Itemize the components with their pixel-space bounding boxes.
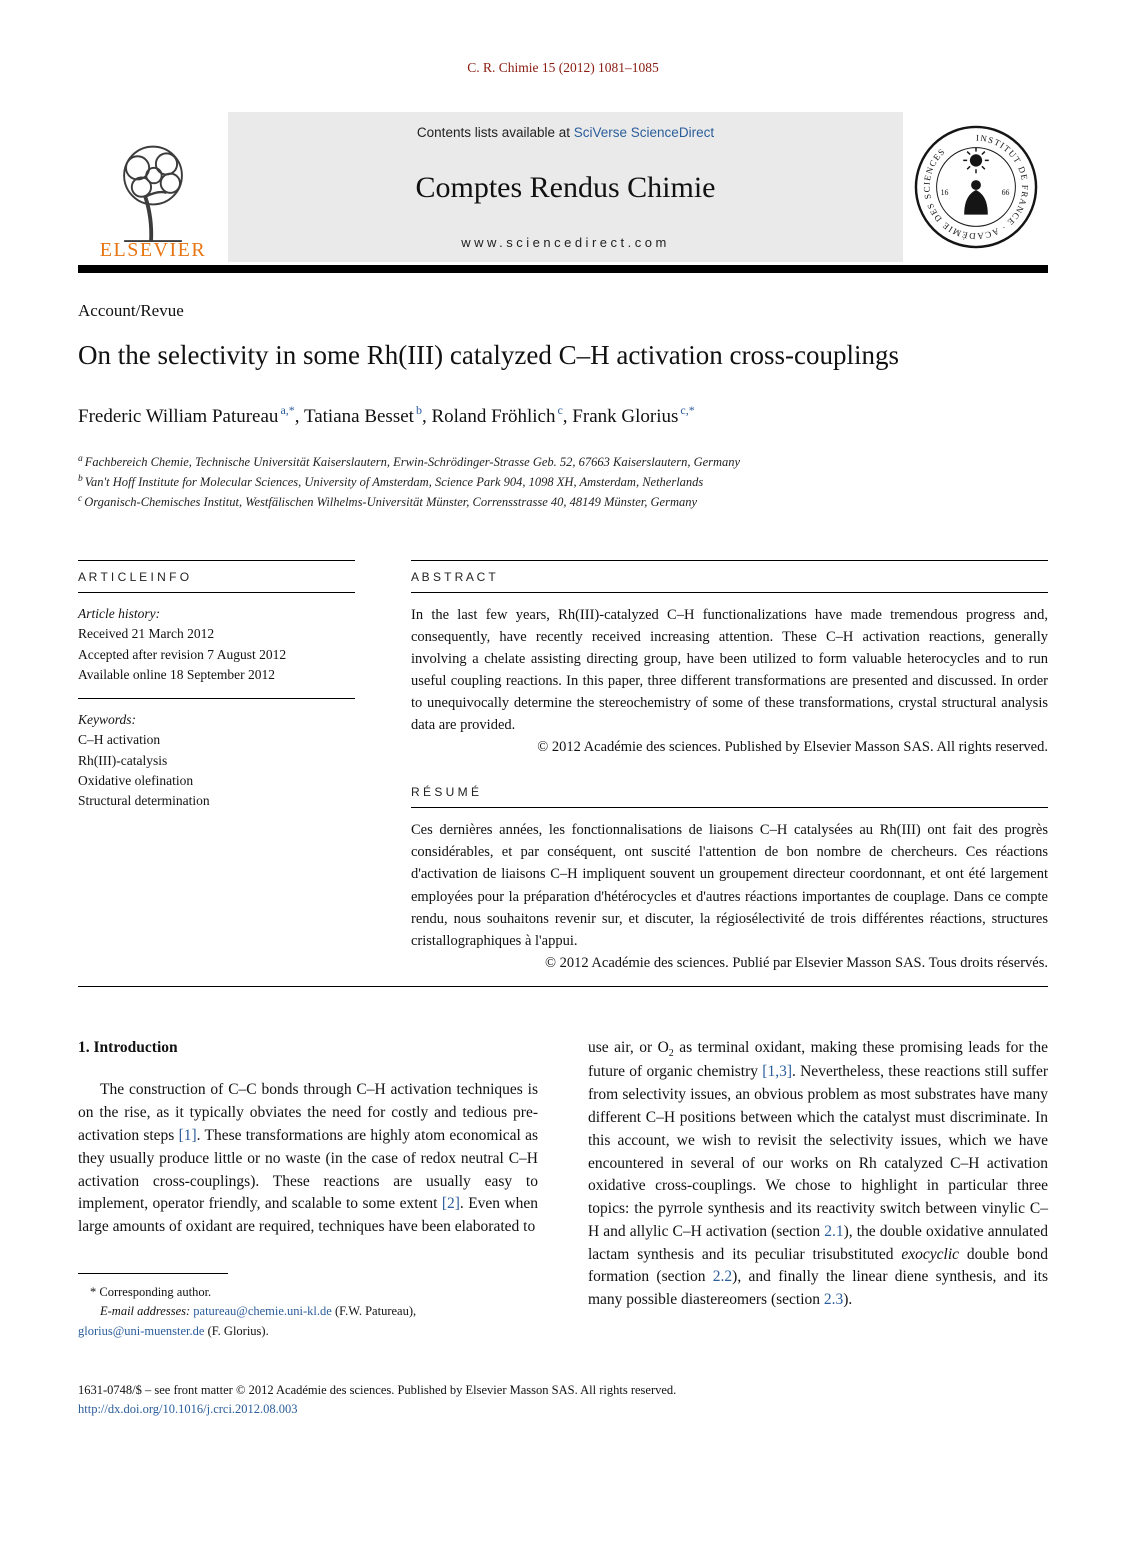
- author: [303, 403, 432, 427]
- elsevier-tree-icon: [99, 137, 207, 243]
- author-affiliation-sup: c: [557, 403, 563, 418]
- divider: [411, 592, 1048, 593]
- front-matter: [78, 1381, 1048, 1420]
- glorius-email-link[interactable]: glorius@uni-muenster.de: [78, 1323, 205, 1338]
- article-info-abstract-section: [78, 560, 1048, 986]
- seal-sun-icon: [963, 148, 989, 174]
- text-run: double bond formation (section: [588, 1245, 1049, 1286]
- elsevier-logo: [78, 112, 228, 262]
- seal-figure: [964, 180, 988, 214]
- keywords-block: [78, 699, 355, 824]
- author-name: Roland Fröhlich: [431, 405, 556, 427]
- intro-paragraph-right: [588, 1037, 1048, 1312]
- text-run: as terminal oxidant, making these promising leads for the future of organic chemistry: [588, 1038, 1048, 1081]
- abstract-text: In the last few years, Rh(III)-catalyzed C–H functionalizations have made tremendous progress and, consequently, have recently received increasing attention. These C–H activation reactions, generally involving a chelate assisting directing group, have been utilized to form valuable heterocycles and to run useful coupling reactions. In this paper, three different transformations are presented and discussed. In order to unequivocally determine the stereochemistry of some of these transformations, crystal structural analysis data are provided.: [411, 607, 1048, 734]
- resume-heading: R É S U M É: [411, 785, 480, 800]
- contents-line: [417, 125, 714, 140]
- text-run: use air, or O: [588, 1038, 669, 1056]
- author-separator: ,: [562, 405, 573, 427]
- section-2-2-link[interactable]: 2.2: [712, 1268, 733, 1286]
- author-list: [78, 403, 1048, 427]
- author-affiliation-sup: b: [415, 403, 422, 418]
- keyword-item: Rh(III)-catalysis: [78, 752, 168, 768]
- article-info-column: [78, 560, 355, 971]
- history-item: Accepted after revision 7 August 2012: [78, 646, 287, 662]
- text-run: . These transformations are highly atom economical as they usually produce little or no waste (in the case of redox neutral C–H activation cross-couplings). These reactions are usually easy to implement, operator friendly, and scalable to some extent: [78, 1126, 538, 1213]
- text-run: ), the double oxidative annulated lactam synthesis and its peculiar trisubstituted: [588, 1222, 1048, 1263]
- doi-link[interactable]: http://dx.doi.org/10.1016/j.crci.2012.08.003: [78, 1402, 298, 1417]
- seal-year-left: 16: [940, 187, 948, 197]
- article-title: On the selectivity in some Rh(III) catalyzed C–H activation cross-couplings: [78, 340, 900, 370]
- article-type: Account/Revue: [78, 301, 184, 320]
- keywords-label: Keywords:: [78, 712, 136, 728]
- article-info-heading: A R T I C L E I N F O: [78, 570, 190, 585]
- author-affiliation-sup: c,*: [680, 403, 695, 418]
- author-separator: ,: [421, 405, 432, 427]
- abstract-copyright: © 2012 Académie des sciences. Published by Elsevier Masson SAS. All rights reserved.: [537, 739, 1048, 756]
- footnote: [78, 1239, 538, 1341]
- elsevier-wordmark: ELSEVIER: [99, 239, 207, 261]
- corresponding-author-note: * Corresponding author.: [90, 1284, 212, 1299]
- text-run: The construction of C–C bonds through C–H activation techniques is on the rise, as it typically obviates the need for costly and tedious pre-activation steps: [78, 1081, 538, 1144]
- journal-banner: [228, 112, 903, 262]
- affiliation-sup: b: [78, 473, 83, 484]
- author: [431, 403, 573, 427]
- ref-2-link[interactable]: [2]: [441, 1195, 460, 1213]
- header-divider: [78, 265, 1048, 273]
- author-affiliation-sup: a,*: [280, 403, 295, 418]
- affiliation: [78, 472, 1048, 492]
- email-line: [78, 1302, 538, 1321]
- journal-title: Comptes Rendus Chimie: [415, 170, 716, 204]
- affiliation-text: Organisch-Chemisches Institut, Westfälischen Wilhelms-Universität Münster, Corrensstrasse 40, 48149 Münster, Germany: [84, 495, 698, 510]
- text-run: ).: [843, 1291, 853, 1309]
- affiliation-list: [78, 452, 1048, 512]
- author: [572, 403, 695, 427]
- abstract-heading: A B S T R A C T: [411, 570, 496, 585]
- text-run: (F.W. Patureau),: [331, 1304, 417, 1319]
- text-run: . Nevertheless, these reactions still suffer from selectivity issues, an obvious problem as most substrates have many different C–H positions between which the catalyst must discriminate. In this account, we wish to revisit the selectivity issues, which we have encountered in several of our works on Rh catalyzed C–H activation oxidative cross-couplings. We chose to highlight in particular three topics: the pyrrole synthesis and its reactivity switch between vinylic C–H and allylic C–H activation (section: [588, 1063, 1048, 1240]
- keyword-item: Structural determination: [78, 793, 210, 809]
- article-body: [78, 1037, 1048, 1341]
- history-item: Received 21 March 2012: [78, 626, 215, 642]
- body-left-column: [78, 1037, 538, 1341]
- text-run: exocyclic: [901, 1245, 960, 1263]
- section-heading: 1. Introduction: [78, 1038, 178, 1056]
- history-item: Available online 18 September 2012: [78, 666, 275, 682]
- text-run: E-mail addresses:: [100, 1304, 194, 1319]
- patureau-email-link[interactable]: patureau@chemie.uni-kl.de: [193, 1304, 332, 1319]
- text-run: (F. Glorius).: [204, 1323, 269, 1338]
- keyword-item: C–H activation: [78, 732, 161, 748]
- email-line: [78, 1322, 538, 1341]
- section-2-1-link[interactable]: 2.1: [824, 1222, 844, 1240]
- author-name: Tatiana Besset: [303, 405, 414, 427]
- section-2-3-link[interactable]: 2.3: [823, 1291, 844, 1309]
- keyword-item: Oxidative olefination: [78, 772, 194, 788]
- sciverse-sciencedirect-link[interactable]: SciVerse ScienceDirect: [573, 125, 715, 140]
- issn-copyright-line: 1631-0748/$ – see front matter © 2012 Académie des sciences. Published by Elsevier Masson SAS. All rights reserved.: [78, 1382, 677, 1397]
- author-name: Frank Glorius: [572, 405, 679, 427]
- abstract-column: [411, 560, 1048, 971]
- text-run: . Even when large amounts of oxidant are required, techniques have been elaborated to: [78, 1195, 539, 1236]
- affiliation: [78, 492, 1048, 512]
- footnote-divider: [78, 1273, 228, 1274]
- affiliation-sup: a: [78, 453, 83, 464]
- resume-copyright: © 2012 Académie des sciences. Publié par Elsevier Masson SAS. Tous droits réservés.: [544, 954, 1048, 971]
- sciencedirect-url-link[interactable]: www.sciencedirect.com: [461, 235, 670, 250]
- article-history-block: [78, 593, 355, 698]
- affiliation: [78, 452, 1048, 472]
- contents-line-text: Contents lists available at: [416, 125, 574, 140]
- resume-text: Ces dernières années, les fonctionnalisations de liaisons C–H catalysées au Rh(III) ont fait des progrès considérables, et par conséquent, ont suscité l'attention de bon nombre de chercheurs. Ces réactions d'activation de liaisons C–H impliquent souvent un groupement directeur coordonnant, et ont été largement employées pour la préparation d'hétérocycles et d'autres réactions importantes de couplage. Dans ce compte rendu, nous souhaitons revenir sur, et discuter, la régiosélectivité de trois différentes réactions, structures cristallographiques à l'appui.: [411, 822, 1048, 949]
- affiliation-sup: c: [78, 494, 83, 505]
- seal-text: INSTITUT DE FRANCE · ACADÉMIE DES SCIENCES: [921, 132, 1030, 242]
- seal-year-right: 66: [1001, 187, 1009, 197]
- divider: [411, 807, 1048, 808]
- author-separator: ,: [294, 405, 304, 427]
- ref-1-3-link[interactable]: [1,3]: [762, 1063, 792, 1081]
- journal-header: [78, 112, 1048, 262]
- institut-de-france-seal-icon: [913, 124, 1039, 250]
- academie-des-sciences-seal: [903, 112, 1048, 262]
- article-history-label: Article history:: [78, 606, 161, 622]
- affiliation-text: Fachbereich Chemie, Technische Universität Kaiserslautern, Erwin-Schrödinger-Strasse Geb. 52, 67663 Kaiserslautern, Germany: [84, 454, 741, 469]
- intro-paragraph-left: [78, 1079, 538, 1238]
- affiliation-text: Van't Hoff Institute for Molecular Sciences, University of Amsterdam, Science Park 904, 1098 XH, Amsterdam, Netherlands: [84, 475, 704, 490]
- text-run: ), and finally the linear diene synthesis, and its many possible diastereomers (section: [588, 1268, 1048, 1309]
- author-name: Frederic William Patureau: [78, 405, 279, 427]
- author: [78, 403, 304, 427]
- text-run: 2: [668, 1047, 674, 1059]
- journal-citation: C. R. Chimie 15 (2012) 1081–1085: [467, 60, 659, 75]
- ref-1-link[interactable]: [1]: [178, 1126, 197, 1144]
- body-right-column: [588, 1037, 1048, 1341]
